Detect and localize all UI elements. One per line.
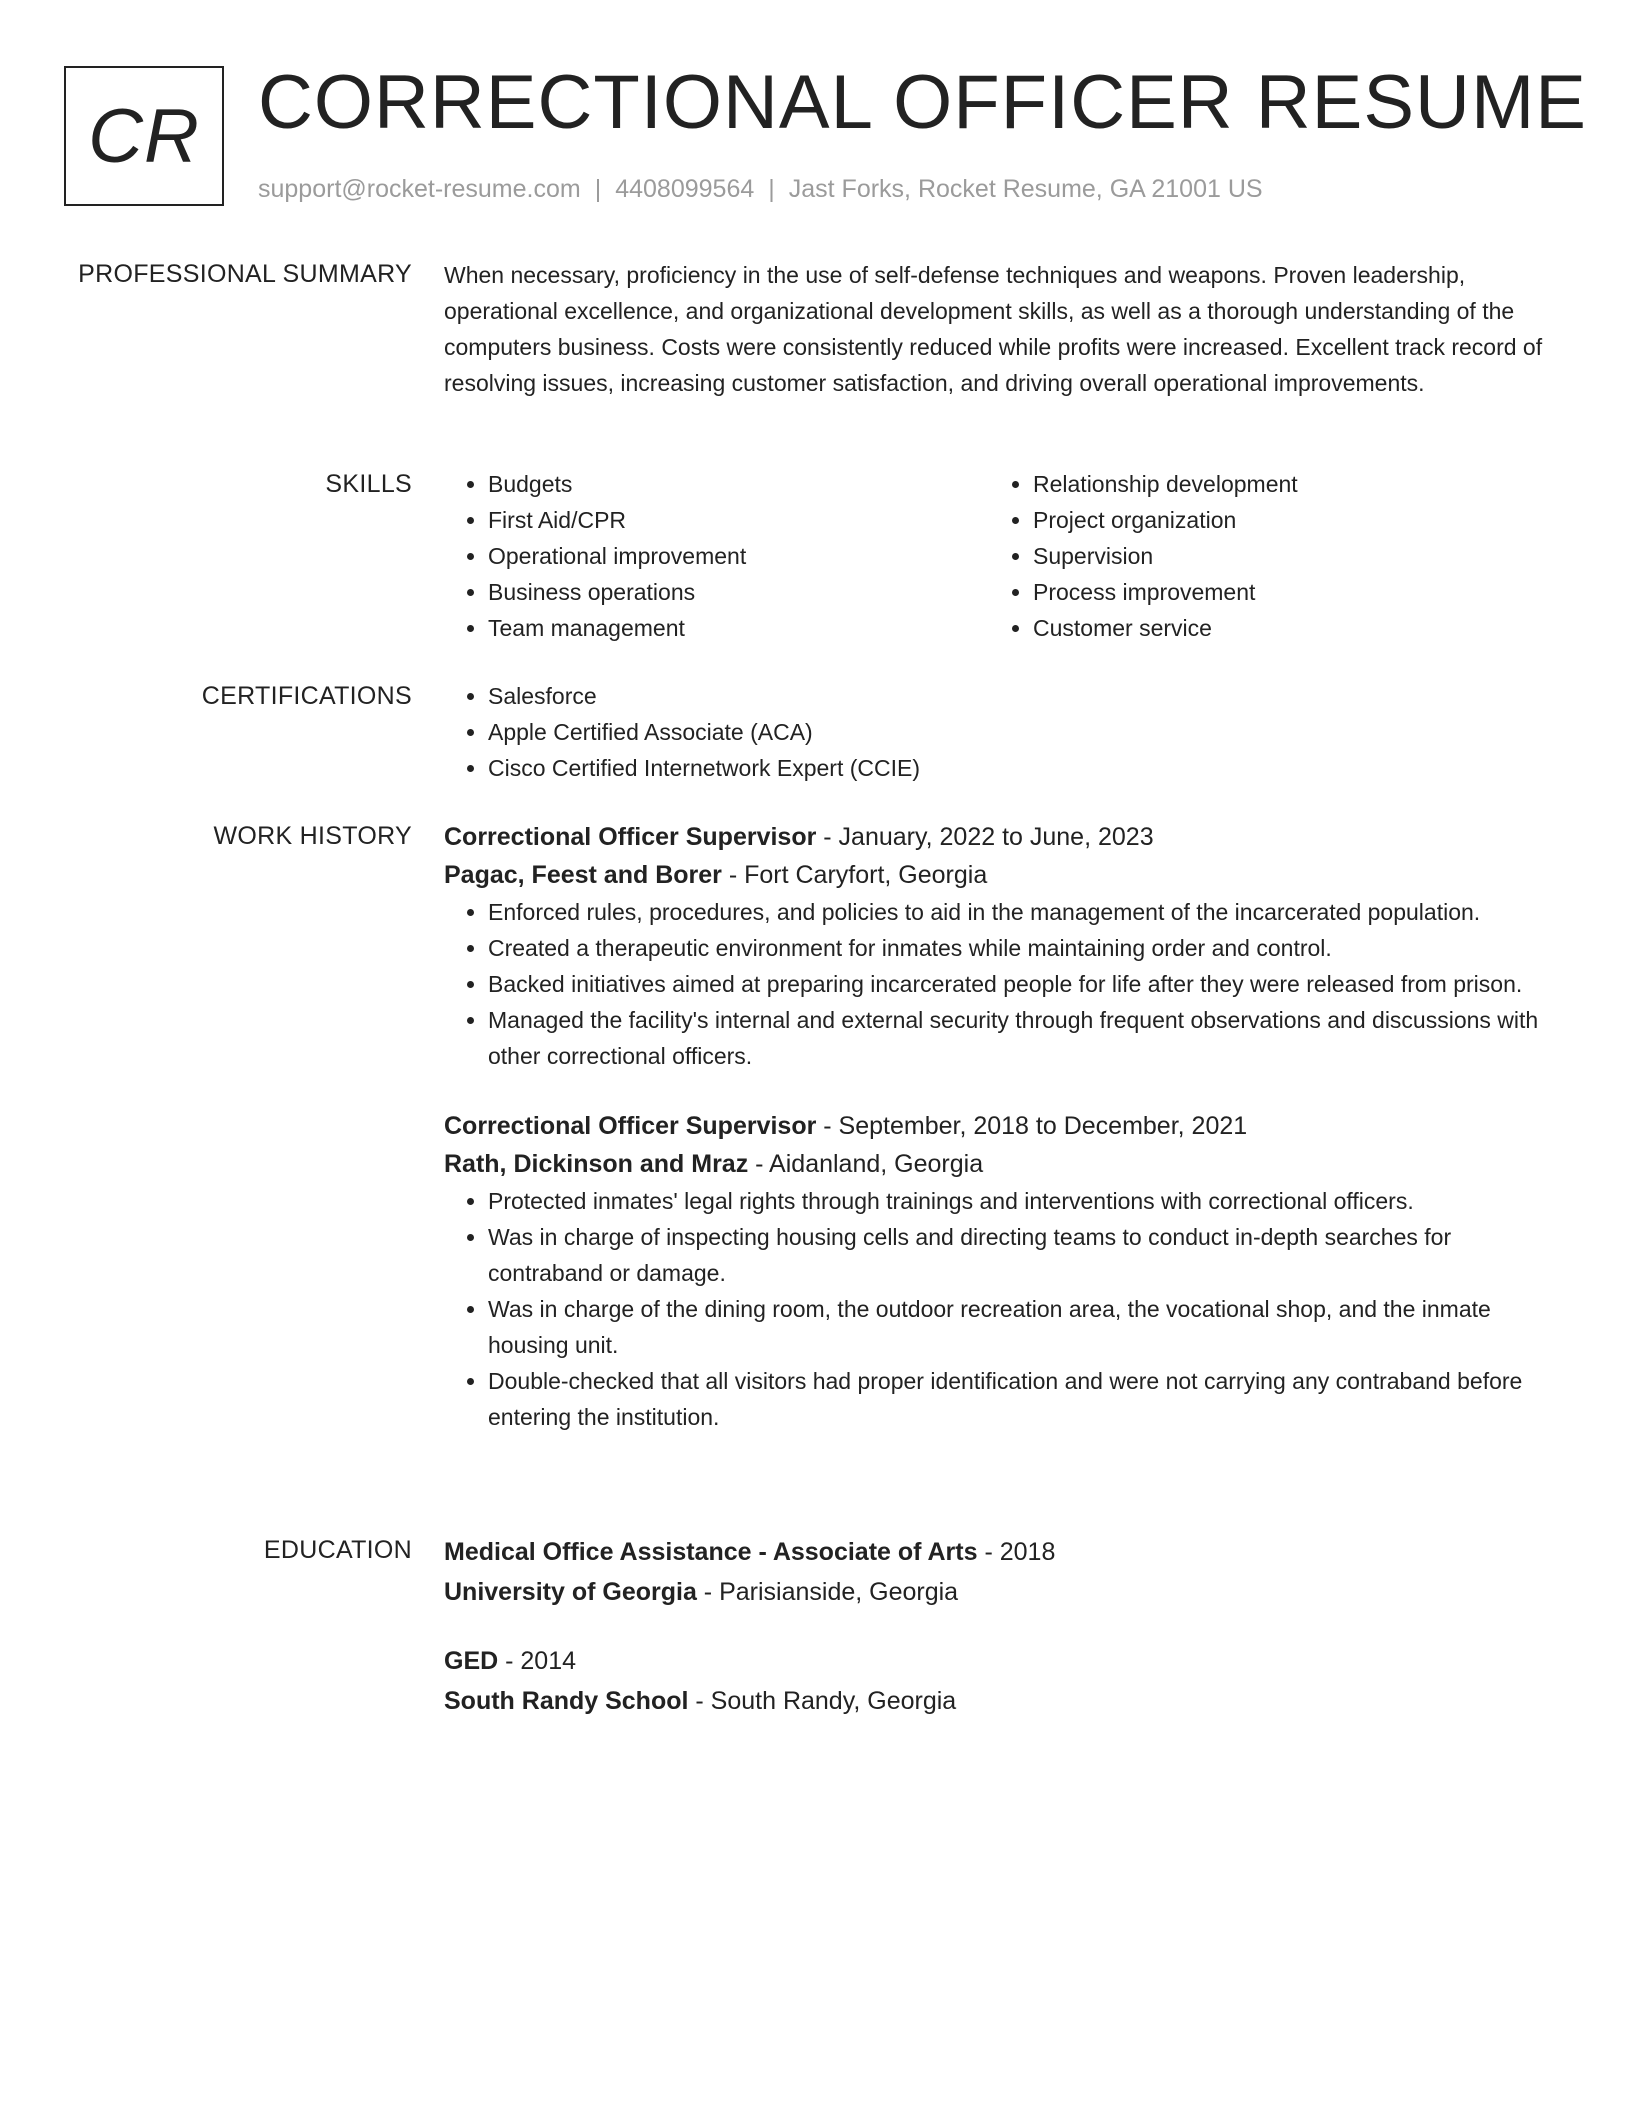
job-title: Correctional Officer Supervisor — [444, 1112, 817, 1140]
education-school: University of Georgia — [444, 1578, 697, 1606]
list-item: • Business operations — [488, 574, 989, 610]
list-item: • Project organization — [1033, 502, 1534, 538]
contact-separator: | — [768, 175, 775, 203]
education-year: - 2014 — [498, 1647, 577, 1675]
list-item: • Operational improvement — [488, 538, 989, 574]
education-degree-line — [444, 1641, 1554, 1681]
list-item: • Budgets — [488, 466, 989, 502]
page-title: CORRECTIONAL OFFICER RESUME — [258, 60, 1587, 145]
contact-phone: 4408099564 — [615, 175, 755, 203]
certifications-list — [444, 678, 1554, 786]
list-item: • Supervision — [1033, 538, 1534, 574]
list-item: • Cisco Certified Internetwork Expert (CCIE) — [488, 750, 1554, 786]
contact-line — [258, 174, 1263, 204]
list-item: • Customer service — [1033, 610, 1534, 646]
education-degree: GED — [444, 1647, 499, 1675]
skills-grid — [444, 466, 1554, 646]
education-entry — [444, 1532, 1554, 1612]
education-entry — [444, 1641, 1554, 1721]
education-school-line — [444, 1681, 1554, 1721]
summary-text: When necessary, proficiency in the use of self-defense techniques and weapons. Proven leadership, operational excellence, and organizational development skills, as well as a thorough understanding of the computers business. Costs were consistently reduced while profits were increased. Excellent track record of resolving issues, increasing customer satisfaction, and driving overall operational improvements. — [444, 262, 1543, 396]
job-company: Rath, Dickinson and Mraz — [444, 1150, 749, 1178]
skills-list-col2 — [989, 466, 1534, 646]
certifications-body — [444, 678, 1554, 786]
list-item: • Managed the facility's internal and external security through frequent observations and discussions with other correctional officers. — [488, 1002, 1554, 1074]
monogram-logo: CR — [64, 66, 224, 206]
section-label-work-history: WORK HISTORY — [213, 822, 412, 850]
contact-email: support@rocket-resume.com — [258, 175, 581, 203]
job-title-line — [444, 1107, 1554, 1145]
section-label-education: EDUCATION — [263, 1536, 412, 1564]
work-history-body — [444, 818, 1554, 1435]
job-entry — [444, 1107, 1554, 1435]
list-item: • Team management — [488, 610, 989, 646]
list-item: • Protected inmates' legal rights through trainings and interventions with correctional officers. — [488, 1183, 1554, 1219]
education-location: - Parisianside, Georgia — [696, 1578, 959, 1606]
section-label-summary: PROFESSIONAL SUMMARY — [78, 260, 412, 288]
job-duties-list — [444, 894, 1554, 1074]
list-item: • Double-checked that all visitors had proper identification and were not carrying any contraband before entering the institution. — [488, 1363, 1554, 1435]
education-degree: Medical Office Assistance - Associate of Arts — [444, 1538, 978, 1566]
job-dates: - January, 2022 to June, 2023 — [816, 823, 1154, 851]
contact-separator: | — [594, 175, 602, 203]
section-label-skills: SKILLS — [325, 470, 412, 498]
education-location: - South Randy, Georgia — [688, 1687, 957, 1715]
education-degree-line — [444, 1532, 1554, 1572]
education-year: - 2018 — [977, 1538, 1056, 1566]
skills-body — [444, 466, 1554, 646]
list-item: • First Aid/CPR — [488, 502, 989, 538]
contact-address: Jast Forks, Rocket Resume, GA 21001 US — [788, 175, 1263, 203]
job-title-line — [444, 818, 1554, 856]
job-company-line — [444, 856, 1554, 894]
list-item: • Salesforce — [488, 678, 1554, 714]
list-item: • Backed initiatives aimed at preparing incarcerated people for life after they were released from prison. — [488, 966, 1554, 1002]
job-dates: - September, 2018 to December, 2021 — [816, 1112, 1248, 1140]
job-entry — [444, 818, 1554, 1074]
list-item: • Process improvement — [1033, 574, 1534, 610]
list-item: • Was in charge of inspecting housing cells and directing teams to conduct in-depth searches for contraband or damage. — [488, 1219, 1554, 1291]
list-item: • Relationship development — [1033, 466, 1534, 502]
list-item: • Enforced rules, procedures, and policies to aid in the management of the incarcerated population. — [488, 894, 1554, 930]
job-company: Pagac, Feest and Borer — [444, 861, 722, 889]
job-company-line — [444, 1145, 1554, 1183]
education-body — [444, 1532, 1554, 1721]
job-location: - Aidanland, Georgia — [748, 1150, 984, 1178]
list-item: • Apple Certified Associate (ACA) — [488, 714, 1554, 750]
education-school: South Randy School — [444, 1687, 689, 1715]
job-title: Correctional Officer Supervisor — [444, 823, 817, 851]
summary-body — [444, 257, 1554, 401]
education-school-line — [444, 1572, 1554, 1612]
section-label-certifications: CERTIFICATIONS — [201, 682, 412, 710]
job-duties-list — [444, 1183, 1554, 1435]
list-item: • Created a therapeutic environment for inmates while maintaining order and control. — [488, 930, 1554, 966]
list-item: • Was in charge of the dining room, the outdoor recreation area, the vocational shop, and the inmate housing unit. — [488, 1291, 1554, 1363]
job-location: - Fort Caryfort, Georgia — [721, 861, 988, 889]
skills-list-col1 — [444, 466, 989, 646]
